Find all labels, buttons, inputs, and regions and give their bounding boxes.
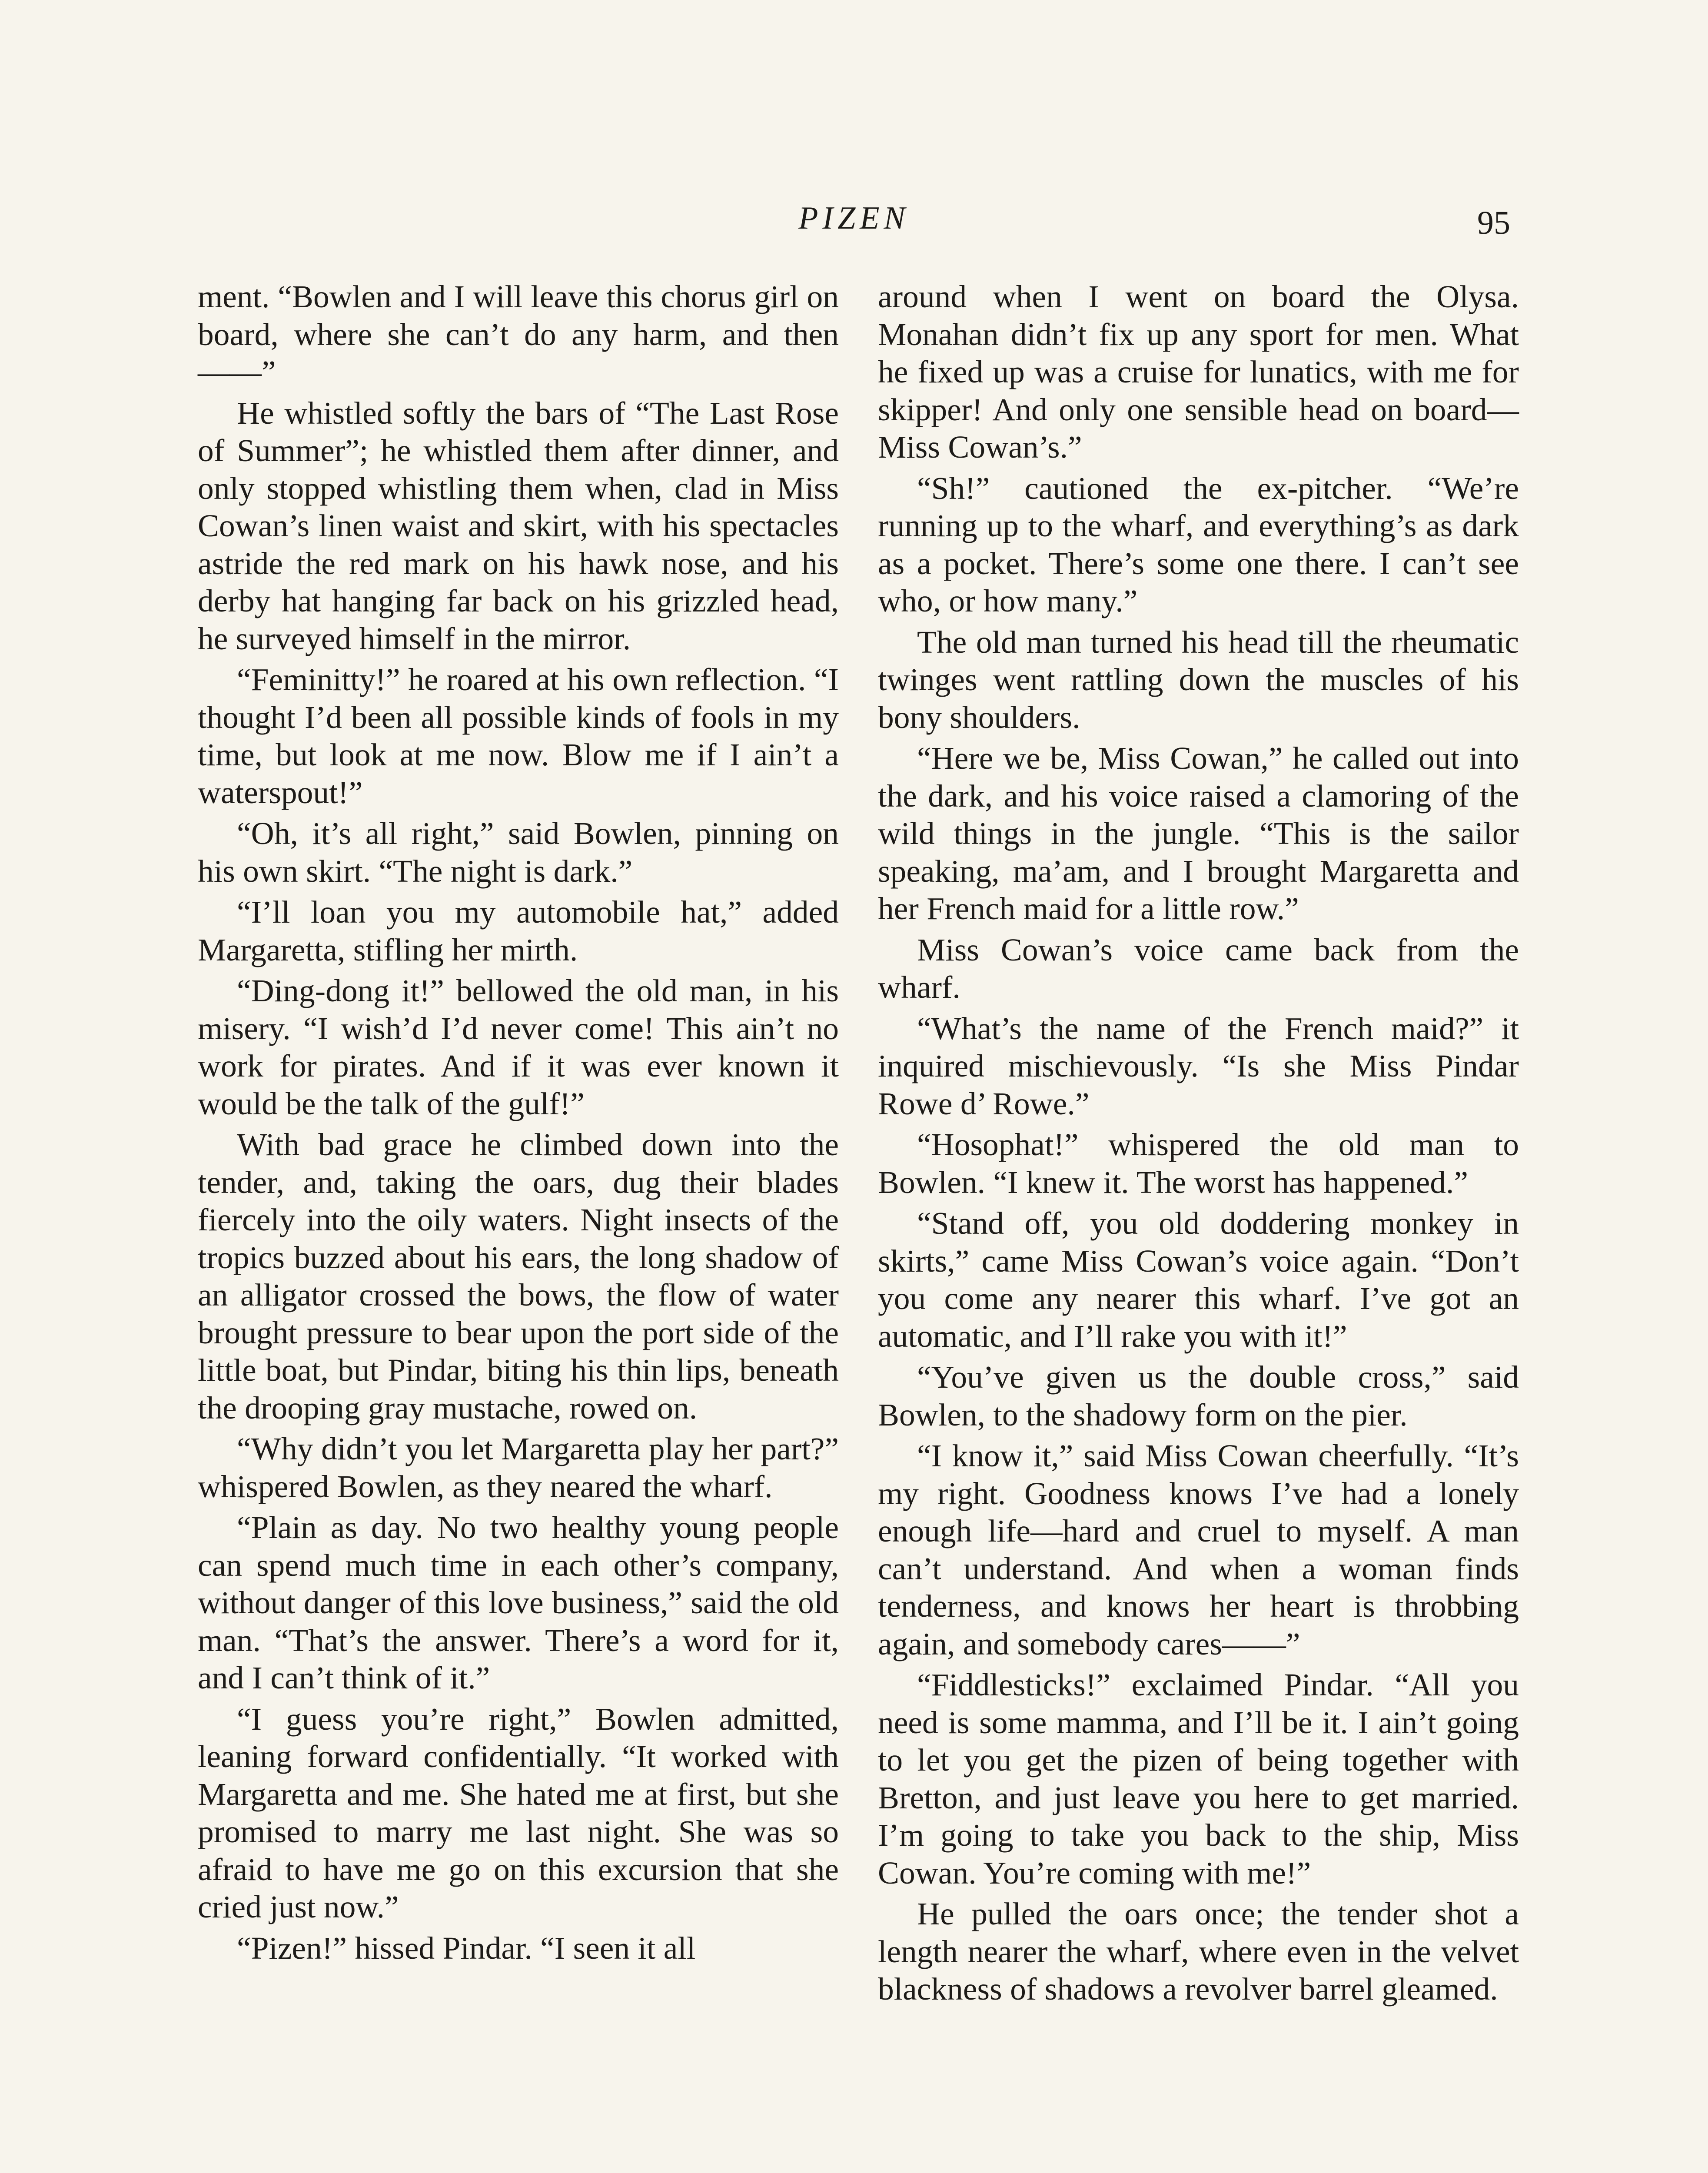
paragraph: With bad grace he climbed down into the tender, and, taking the oars, dug their blades fiercely into the oily waters. Night insects of the tropics buzzed about his ears, the long shadow of an alligator crossed the bows, the flow of water brought pressure to bear upon the port side of the little boat, but Pindar, biting his thin lips, beneath the drooping gray mustache, rowed on. — [198, 1127, 839, 1425]
paragraph: “Pizen!” hissed Pindar. “I seen it all — [237, 1930, 696, 1966]
paragraph: “What’s the name of the French maid?” it inquired mischievously. “Is she Miss Pindar Rowe d’ Rowe.” — [878, 1010, 1519, 1121]
paragraph: “Fiddlesticks!” exclaimed Pindar. “All you need is some mamma, and I’ll be it. I ain’t going to let you get the pizen of being together with Bretton, and just leave you here to get married. I’m going to take you back to the ship, Miss Cowan. You’re coming with me!” — [878, 1667, 1519, 1891]
paragraph: The old man turned his head till the rheumatic twinges went rattling down the muscles of his bony shoulders. — [878, 624, 1519, 735]
paragraph: around when I went on board the Olysa. Monahan didn’t fix up any sport for men. What he fixed up was a cruise for lunatics, with me for skipper! And only one sensible head on board—Miss Cowan’s.” — [878, 279, 1519, 465]
paragraph: “Here we be, Miss Cowan,” he called out into the dark, and his voice raised a clamoring of the wild things in the jungle. “This is the sailor speaking, ma’am, and I brought Margaretta and her French maid for a little row.” — [878, 741, 1519, 926]
paragraph: “I’ll loan you my automobile hat,” added Margaretta, stifling her mirth. — [198, 894, 839, 967]
paragraph: “You’ve given us the double cross,” said Bowlen, to the shadowy form on the pier. — [878, 1359, 1519, 1432]
paragraph: “Oh, it’s all right,” said Bowlen, pinning on his own skirt. “The night is dark.” — [198, 816, 839, 889]
paragraph: “I guess you’re right,” Bowlen admitted, leaning forward confidentially. “It worked with Margaretta and me. She hated me at first, but she promised to marry me last night. She was so afraid to have me go on this excursion that she cried just now.” — [198, 1701, 839, 1924]
paragraph: “Ding-dong it!” bellowed the old man, in his misery. “I wish’d I’d never come! This ain’t no work for pirates. And if it was ever known it would be the talk of the gulf!” — [198, 973, 839, 1121]
paragraph: “Sh!” cautioned the ex-pitcher. “We’re running up to the wharf, and everything’s as dark as a pocket. There’s some one there. I can’t see who, or how many.” — [878, 470, 1519, 618]
paragraph: He whistled softly the bars of “The Last Rose of Summer”; he whistled them after dinner, and only stopped whistling them when, clad in Miss Cowan’s linen waist and skirt, with his spectacles astride the red mark on his hawk nose, and his derby hat hanging far back on his grizzled head, he surveyed himself in the mirror. — [198, 395, 839, 656]
page-number: 95 — [1477, 205, 1510, 241]
paragraph: “Stand off, you old doddering monkey in skirts,” came Miss Cowan’s voice again. “Don’t you come any nearer this wharf. I’ve got an automatic, and I’ll rake you with it!” — [878, 1206, 1519, 1354]
paragraph: Miss Cowan’s voice came back from the wharf. — [878, 932, 1519, 1005]
paragraph: He pulled the oars once; the tender shot a length nearer the wharf, where even in the velvet blackness of shadows a revolver barrel gleamed. — [878, 1896, 1519, 2007]
right-column — [878, 278, 1519, 2008]
paragraph: “Plain as day. No two healthy young people can spend much time in each other’s company, without danger of this love business,” said the old man. “That’s the answer. There’s a word for it, and I can’t think of it.” — [198, 1510, 839, 1695]
paragraph: “I know it,” said Miss Cowan cheerfully. “It’s my right. Goodness knows I’ve had a lonely enough life—hard and cruel to myself. A man can’t understand. And when a woman finds tenderness, and knows her heart is throbbing again, and somebody cares——” — [878, 1438, 1519, 1661]
paragraph: ment. “Bowlen and I will leave this chorus girl on board, where she can’t do any harm, and then——” — [198, 279, 839, 389]
paragraph: “Feminitty!” he roared at his own reflection. “I thought I’d been all possible kinds of fools in my time, but look at me now. Blow me if I ain’t a waterspout!” — [198, 662, 839, 810]
running-title: PIZEN — [798, 200, 910, 236]
paragraph: “Hosophat!” whispered the old man to Bowlen. “I knew it. The worst has happened.” — [878, 1127, 1519, 1200]
left-column — [198, 278, 839, 1967]
paragraph: “Why didn’t you let Margaretta play her part?” whispered Bowlen, as they neared the wharf. — [198, 1431, 839, 1504]
